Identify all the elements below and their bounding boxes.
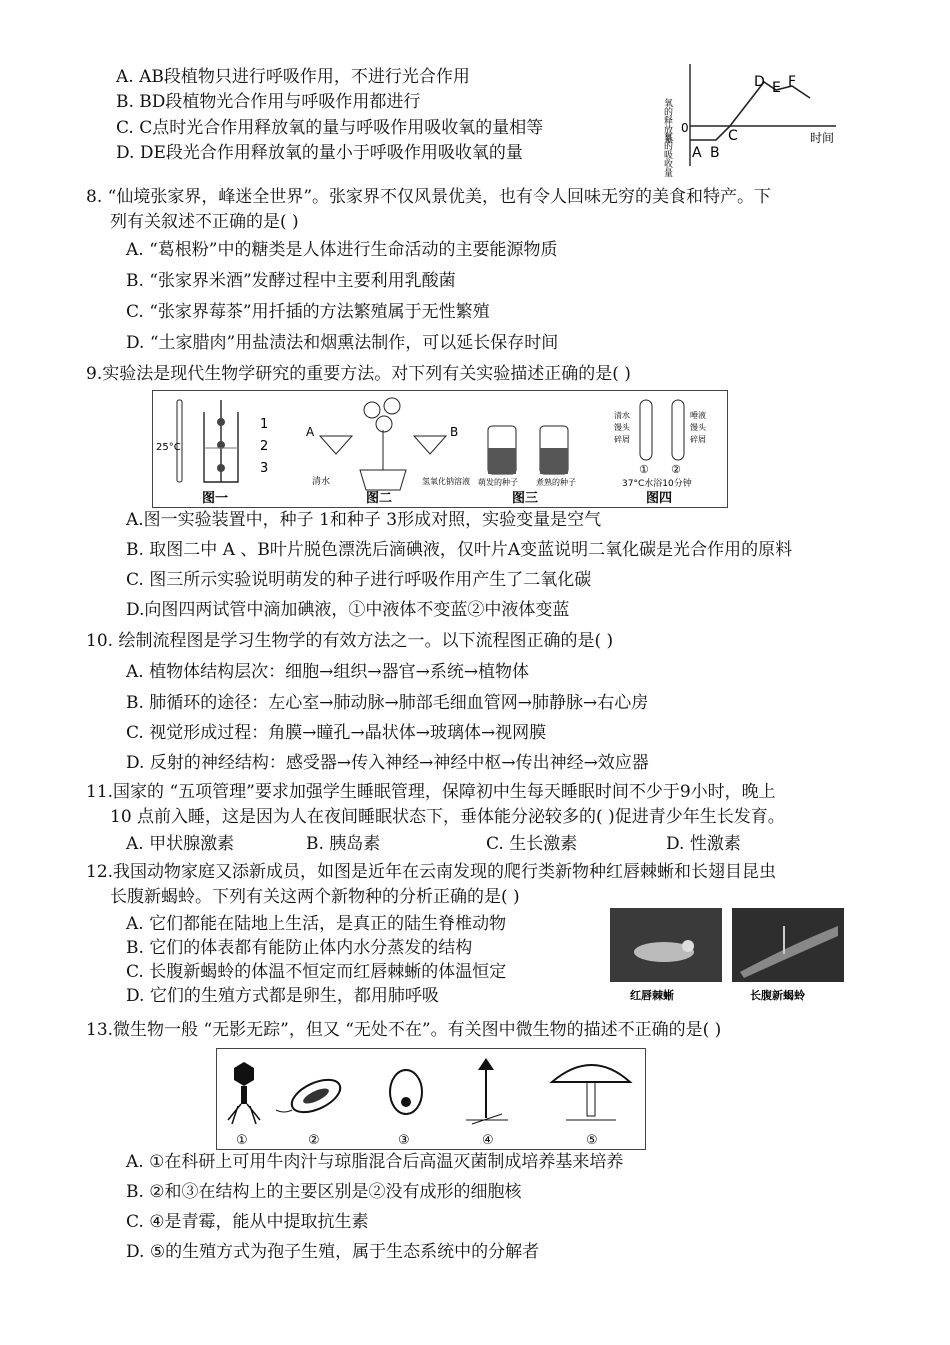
q13-option-d: D. ⑤的生殖方式为孢子生殖，属于生态系统中的分解者 [126, 1242, 540, 1262]
svg-text:B: B [450, 425, 459, 439]
graph-origin: 0 [681, 121, 689, 135]
q11-stem-line2: 10 点前入睡，这是因为人在夜间睡眠状态下，垂体能分泌较多的( )促进青少年生长发育。 [110, 807, 785, 827]
q13-stem: 13.微生物一般 “无影无踪”，但又 “无处不在”。有关图中微生物的描述不正确的是( ) [86, 1020, 722, 1040]
q10-option-b: B. 肺循环的途径：左心室→肺动脉→肺部毛细血管网→肺静脉→右心房 [126, 693, 649, 713]
svg-text:清水: 清水 [312, 477, 331, 487]
svg-text:②: ② [671, 463, 681, 476]
graph-point-c: C [728, 128, 738, 144]
oxygen-graph [662, 60, 844, 177]
q8-option-b: B. “张家界米酒”发酵过程中主要利用乳酸菌 [126, 271, 456, 291]
svg-text:25°C: 25°C [156, 442, 181, 453]
q8-option-d: D. “土家腊肉”用盐渍法和烟熏法制作，可以延长保存时间 [126, 333, 559, 353]
q7-option-b: B. BD段植物光合作用与呼吸作用都进行 [116, 92, 421, 112]
q10-option-c: C. 视觉形成过程：角膜→瞳孔→晶状体→玻璃体→视网膜 [126, 723, 547, 743]
q12-photos [608, 906, 846, 1004]
graph-point-f: F [788, 74, 797, 90]
svg-text:②: ② [308, 1133, 320, 1148]
svg-text:图三: 图三 [512, 491, 539, 506]
q10-stem: 10. 绘制流程图是学习生物学的有效方法之一。以下流程图正确的是( ) [86, 631, 614, 651]
graph-x-label: 时间 [810, 131, 835, 145]
svg-text:37°C水浴10分钟: 37°C水浴10分钟 [622, 479, 692, 489]
q9-option-a: A.图一实验装置中，种子 1和种子 3形成对照，实验变量是空气 [126, 510, 602, 530]
q13-option-c: C. ④是青霉，能从中提取抗生素 [126, 1212, 369, 1232]
svg-text:碎屑: 碎屑 [690, 435, 706, 444]
q12-option-b: B. 它们的体表都有能防止体内水分蒸发的结构 [126, 938, 473, 958]
svg-text:③: ③ [398, 1133, 410, 1148]
svg-text:⑤: ⑤ [586, 1133, 598, 1148]
graph-y-top-label: 氧的释放量 [662, 98, 672, 143]
svg-text:馒头: 馒头 [690, 423, 706, 432]
q12-option-a: A. 它们都能在陆地上生活，是真正的陆生脊椎动物 [126, 914, 507, 934]
svg-text:碎屑: 碎屑 [614, 435, 630, 444]
svg-text:图一: 图一 [202, 491, 229, 506]
q12-option-c: C. 长腹新蝎蛉的体温不恒定而红唇棘蜥的体温恒定 [126, 962, 507, 982]
q7-option-c: C. C点时光合作用释放氧的量与呼吸作用吸收氧的量相等 [116, 118, 544, 138]
q8-option-c: C. “张家界莓茶”用扦插的方法繁殖属于无性繁殖 [126, 302, 490, 322]
q10-option-a: A. 植物体结构层次：细胞→组织→器官→系统→植物体 [126, 662, 530, 682]
svg-text:清水: 清水 [614, 411, 630, 420]
q7-option-d: D. DE段光合作用释放氧的量小于呼吸作用吸收氧的量 [116, 143, 523, 163]
graph-point-e: E [772, 80, 781, 96]
q12-stem-line2: 长腹新蝎蛉。下列有关这两个新物种的分析正确的是( ) [110, 887, 520, 907]
svg-text:2: 2 [260, 439, 269, 454]
q9-option-b: B. 取图二中 A 、B叶片脱色漂洗后滴碘液，仅叶片A变蓝说明二氧化碳是光合作用的原料 [126, 540, 793, 560]
q11-option-c: C. 生长激素 [486, 834, 578, 854]
graph-point-b: B [710, 145, 720, 161]
q13-option-b: B. ②和③在结构上的主要区别是②没有成形的细胞核 [126, 1182, 522, 1202]
q13-figure [216, 1048, 646, 1150]
svg-text:A: A [306, 425, 315, 439]
photo-caption-scorpionfly: 长腹新蝎蛉 [750, 989, 805, 1002]
q11-stem-line1: 11.国家的 “五项管理”要求加强学生睡眠管理，保障初中生每天睡眠时间不少于9小时，晚上 [86, 782, 776, 802]
q9-option-c: C. 图三所示实验说明萌发的种子进行呼吸作用产生了二氧化碳 [126, 570, 592, 590]
q12-stem-line1: 12.我国动物家庭又添新成员，如图是近年在云南发现的爬行类新物种红唇棘蜥和长翅目昆虫 [86, 862, 777, 882]
q9-option-d: D.向图四两试管中滴加碘液，①中液体不变蓝②中液体变蓝 [126, 600, 570, 620]
q9-stem: 9.实验法是现代生物学研究的重要方法。对下列有关实验描述正确的是( ) [86, 364, 631, 384]
q12-option-d: D. 它们的生殖方式都是卵生，都用肺呼吸 [126, 986, 439, 1006]
graph-point-d: D [754, 74, 765, 90]
q11-option-d: D. 性激素 [666, 834, 741, 854]
svg-text:1: 1 [260, 417, 269, 432]
svg-text:①: ① [236, 1133, 248, 1148]
svg-text:图四: 图四 [646, 491, 673, 506]
photo-caption-lizard: 红唇棘蜥 [630, 989, 674, 1002]
svg-text:唾液: 唾液 [690, 411, 706, 420]
q11-option-b: B. 胰岛素 [306, 834, 381, 854]
q8-option-a: A. “葛根粉”中的糖类是人体进行生命活动的主要能源物质 [126, 240, 558, 260]
svg-text:萌发的种子: 萌发的种子 [478, 478, 518, 487]
svg-text:图二: 图二 [366, 491, 393, 506]
svg-text:3: 3 [260, 461, 269, 476]
q13-option-a: A. ①在科研上可用牛肉汁与琼脂混合后高温灭菌制成培养基来培养 [126, 1152, 624, 1172]
graph-y-bottom-label: 氧的吸收量 [662, 132, 672, 177]
q8-stem-line2: 列有关叙述不正确的是( ) [110, 212, 299, 232]
q7-option-a: A. AB段植物只进行呼吸作用，不进行光合作用 [116, 67, 470, 87]
q11-option-a: A. 甲状腺激素 [126, 834, 235, 854]
svg-text:①: ① [639, 463, 649, 476]
svg-text:④: ④ [482, 1133, 494, 1148]
q8-stem-line1: 8. “仙境张家界，峰迷全世界”。张家界不仅风景优美，也有令人回味无穷的美食和特产。下 [86, 187, 772, 207]
svg-text:馒头: 馒头 [614, 423, 630, 432]
svg-text:煮熟的种子: 煮熟的种子 [536, 478, 576, 487]
graph-point-a: A [692, 145, 702, 161]
svg-text:氢氧化钠溶液: 氢氧化钠溶液 [422, 477, 470, 486]
q10-option-d: D. 反射的神经结构：感受器→传入神经→神经中枢→传出神经→效应器 [126, 753, 649, 773]
q9-figure [152, 390, 728, 508]
